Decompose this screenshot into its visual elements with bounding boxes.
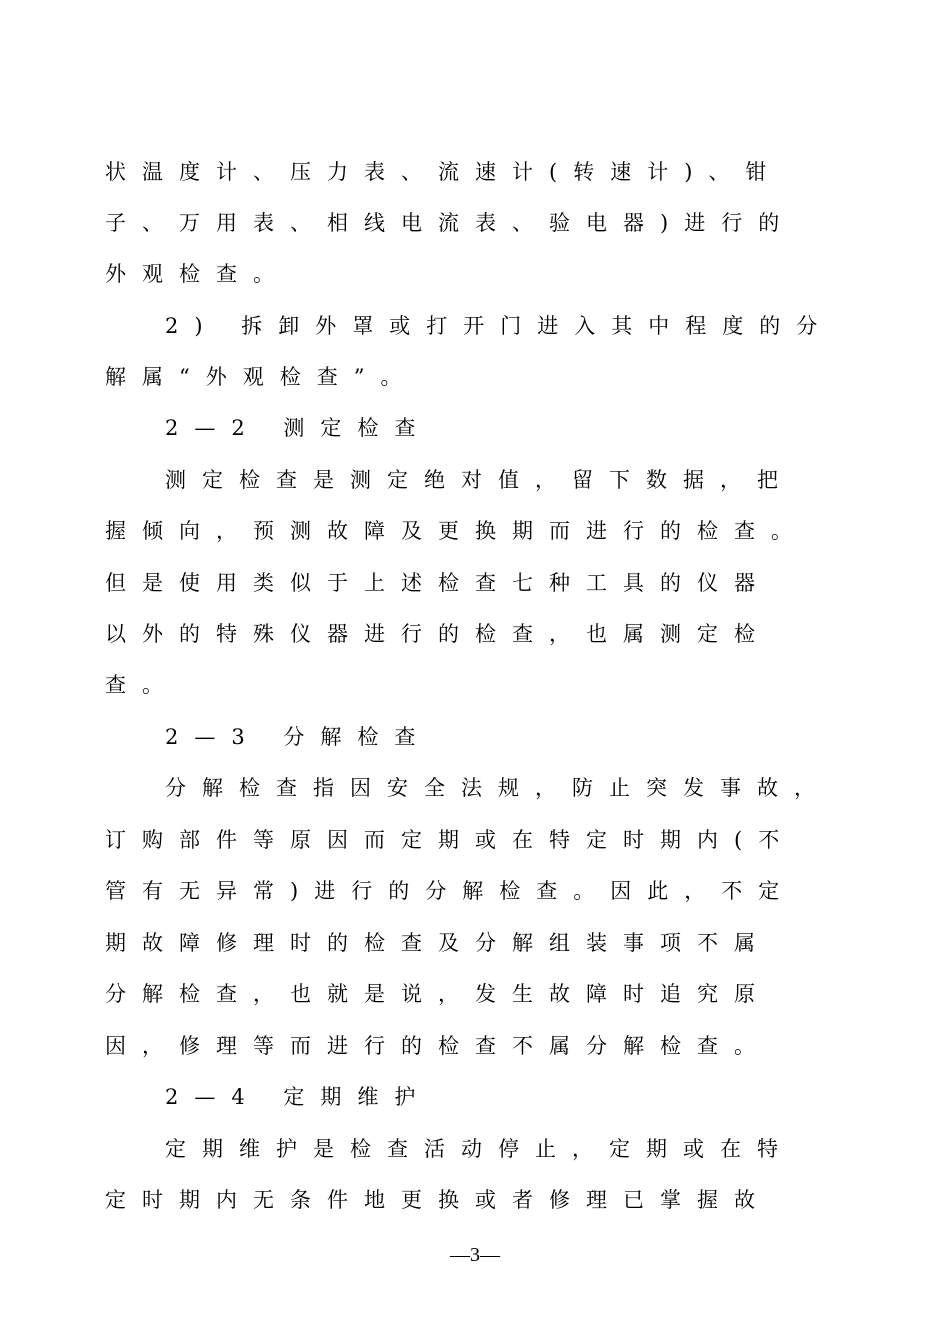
page-number: —3— — [450, 1244, 500, 1266]
text-line-21: 定时期内无条件地更换或者修理已掌握故 — [105, 1188, 771, 1212]
text-line-18: 因，修理等而进行的检查不属分解检查。 — [105, 1034, 771, 1058]
text-line-8: 握倾向，预测故障及更换期而进行的检查。 — [105, 519, 808, 543]
text-line-5: 解属“外观检查”。 — [105, 365, 418, 389]
section-heading-2-4: 2—4 定期维护 — [165, 1085, 432, 1109]
text-line-16: 期故障修理时的检查及分解组装事项不属 — [105, 931, 771, 955]
text-line-11: 查。 — [105, 673, 179, 697]
text-line-4: 2) 拆卸外罩或打开门进入其中程度的分 — [165, 314, 834, 338]
text-line-1: 状温度计、压力表、流速计(转速计)、钳 — [105, 160, 783, 184]
text-line-7: 测定检查是测定绝对值，留下数据，把 — [165, 468, 794, 492]
text-line-3: 外观检查。 — [105, 262, 290, 286]
text-line-9: 但是使用类似于上述检查七种工具的仪器 — [105, 571, 771, 595]
text-line-10: 以外的特殊仪器进行的检查，也属测定检 — [105, 622, 771, 646]
section-heading-2-2: 2—2 测定检查 — [165, 416, 432, 440]
text-line-15: 管有无异常)进行的分解检查。因此，不定 — [105, 879, 796, 903]
section-heading-2-3: 2—3 分解检查 — [165, 725, 432, 749]
text-line-2: 子、万用表、相线电流表、验电器)进行的 — [105, 211, 796, 235]
text-line-17: 分解检查，也就是说，发生故障时追究原 — [105, 982, 771, 1006]
text-line-14: 订购部件等原因而定期或在特定时期内(不 — [105, 828, 796, 852]
text-line-20: 定期维护是检查活动停止，定期或在特 — [165, 1137, 794, 1161]
text-line-13: 分解检查指因安全法规，防止突发事故， — [165, 776, 831, 800]
